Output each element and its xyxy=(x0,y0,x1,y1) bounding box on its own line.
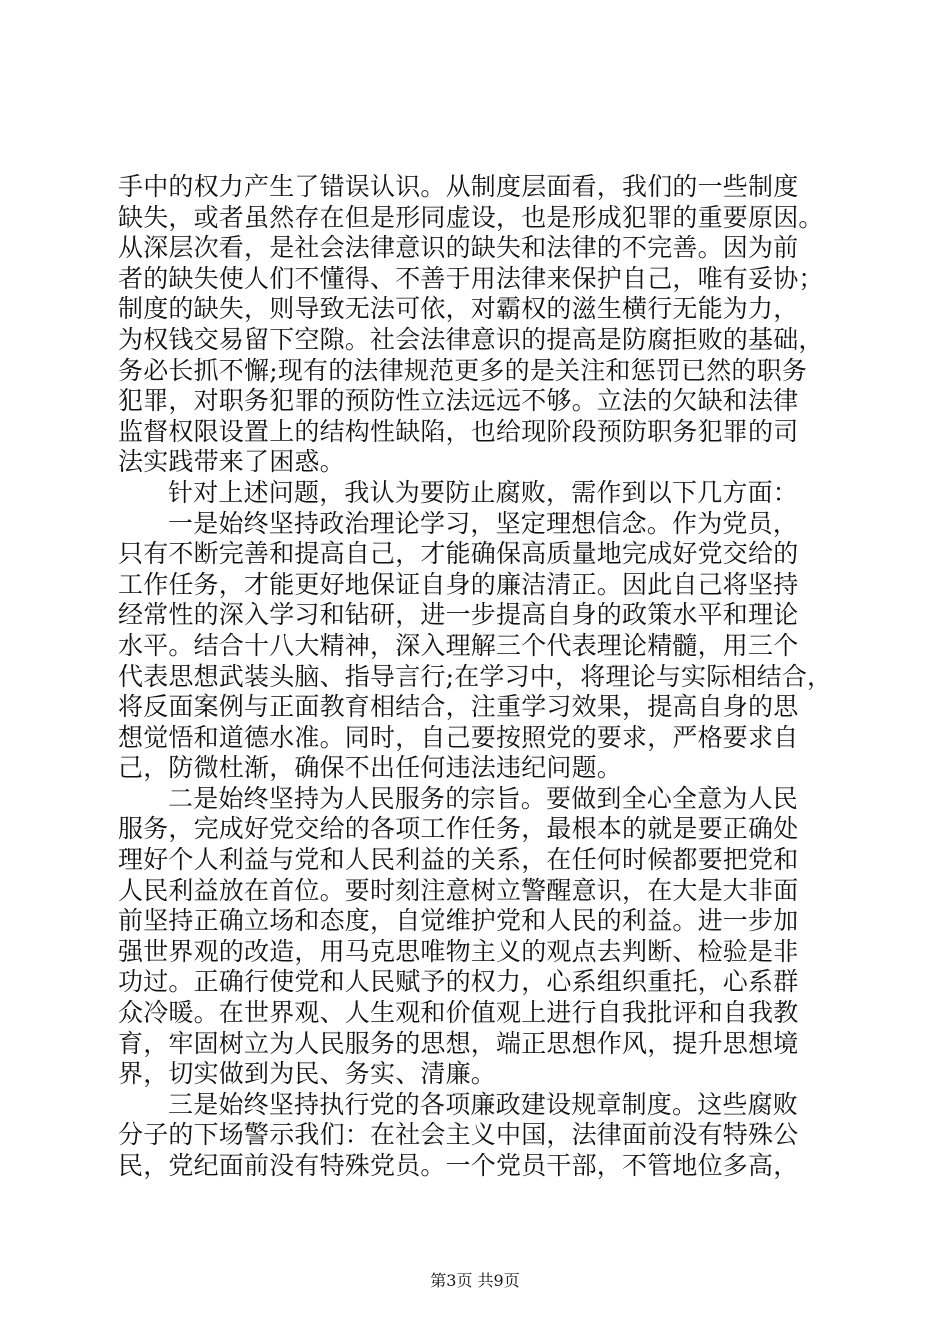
text-line: 从深层次看，是社会法律意识的缺失和法律的不完善。因为前 xyxy=(118,233,799,263)
text-line: 代表思想武装头脑、指导言行;在学习中，将理论与实际相结合， xyxy=(118,661,833,691)
text-line: 理好个人利益与党和人民利益的关系，在任何时候都要把党和 xyxy=(118,845,799,875)
text-line: 服务，完成好党交给的各项工作任务，最根本的就是要正确处 xyxy=(118,814,799,844)
text-line: 前坚持正确立场和态度，自觉维护党和人民的利益。进一步加 xyxy=(118,906,799,936)
text-line: 针对上述问题，我认为要防止腐败，需作到以下几方面： xyxy=(168,477,799,507)
text-line: 民，党纪面前没有特殊党员。一个党员干部，不管地位多高， xyxy=(118,1151,799,1180)
text-line: 务必长抓不懈;现有的法律规范更多的是关注和惩罚已然的职务 xyxy=(118,355,808,385)
text-line: 者的缺失使人们不懂得、不善于用法律来保护自己，唯有妥协； xyxy=(118,263,824,293)
text-line: 分子的下场警示我们：在社会主义中国，法律面前没有特殊公 xyxy=(118,1120,799,1150)
text-line: 手中的权力产生了错误认识。从制度层面看，我们的一些制度 xyxy=(118,172,799,201)
text-line: 将反面案例与正面教育相结合，注重学习效果，提高自身的思 xyxy=(118,692,799,722)
text-line: 想觉悟和道德水准。同时，自己要按照党的要求，严格要求自 xyxy=(118,722,799,752)
text-line: 功过。正确行使党和人民赋予的权力，心系组织重托，心系群 xyxy=(118,967,799,997)
text-line: 人民利益放在首位。要时刻注意树立警醒意识，在大是大非面 xyxy=(118,875,799,905)
text-line: 强世界观的改造，用马克思唯物主义的观点去判断、检验是非 xyxy=(118,936,799,966)
text-line: 二是始终坚持为人民服务的宗旨。要做到全心全意为人民 xyxy=(168,783,799,813)
text-line: 水平。结合十八大精神，深入理解三个代表理论精髓，用三个 xyxy=(118,630,799,660)
text-line: 缺失，或者虽然存在但是形同虚设，也是形成犯罪的重要原因。 xyxy=(118,202,824,232)
text-line: 工作任务，才能更好地保证自身的廉洁清正。因此自己将坚持 xyxy=(118,569,799,599)
page-footer: 第3页 共9页 xyxy=(430,1271,520,1290)
text-line: 犯罪，对职务犯罪的预防性立法远远不够。立法的欠缺和法律 xyxy=(118,386,799,416)
text-line: 一是始终坚持政治理论学习，坚定理想信念。作为党员， xyxy=(168,508,799,538)
text-line: 制度的缺失，则导致无法可依，对霸权的滋生横行无能为力， xyxy=(118,294,799,324)
text-line: 监督权限设置上的结构性缺陷，也给现阶段预防职务犯罪的司 xyxy=(118,416,799,446)
body-text xyxy=(118,172,846,1182)
text-line: 育，牢固树立为人民服务的思想，端正思想作风，提升思想境 xyxy=(118,1028,799,1058)
text-line: 己，防微杜渐，确保不出任何违法违纪问题。 xyxy=(118,753,623,783)
text-line: 经常性的深入学习和钻研，进一步提高自身的政策水平和理论 xyxy=(118,600,799,630)
text-line: 只有不断完善和提高自己，才能确保高质量地完成好党交给的 xyxy=(118,539,799,569)
text-line: 三是始终坚持执行党的各项廉政建设规章制度。这些腐败 xyxy=(168,1089,799,1119)
text-line: 为权钱交易留下空隙。社会法律意识的提高是防腐拒败的基础， xyxy=(118,324,824,354)
text-line: 众冷暖。在世界观、人生观和价值观上进行自我批评和自我教 xyxy=(118,998,799,1028)
text-line: 界，切实做到为民、务实、清廉。 xyxy=(118,1059,497,1089)
text-line: 法实践带来了困惑。 xyxy=(118,447,345,477)
